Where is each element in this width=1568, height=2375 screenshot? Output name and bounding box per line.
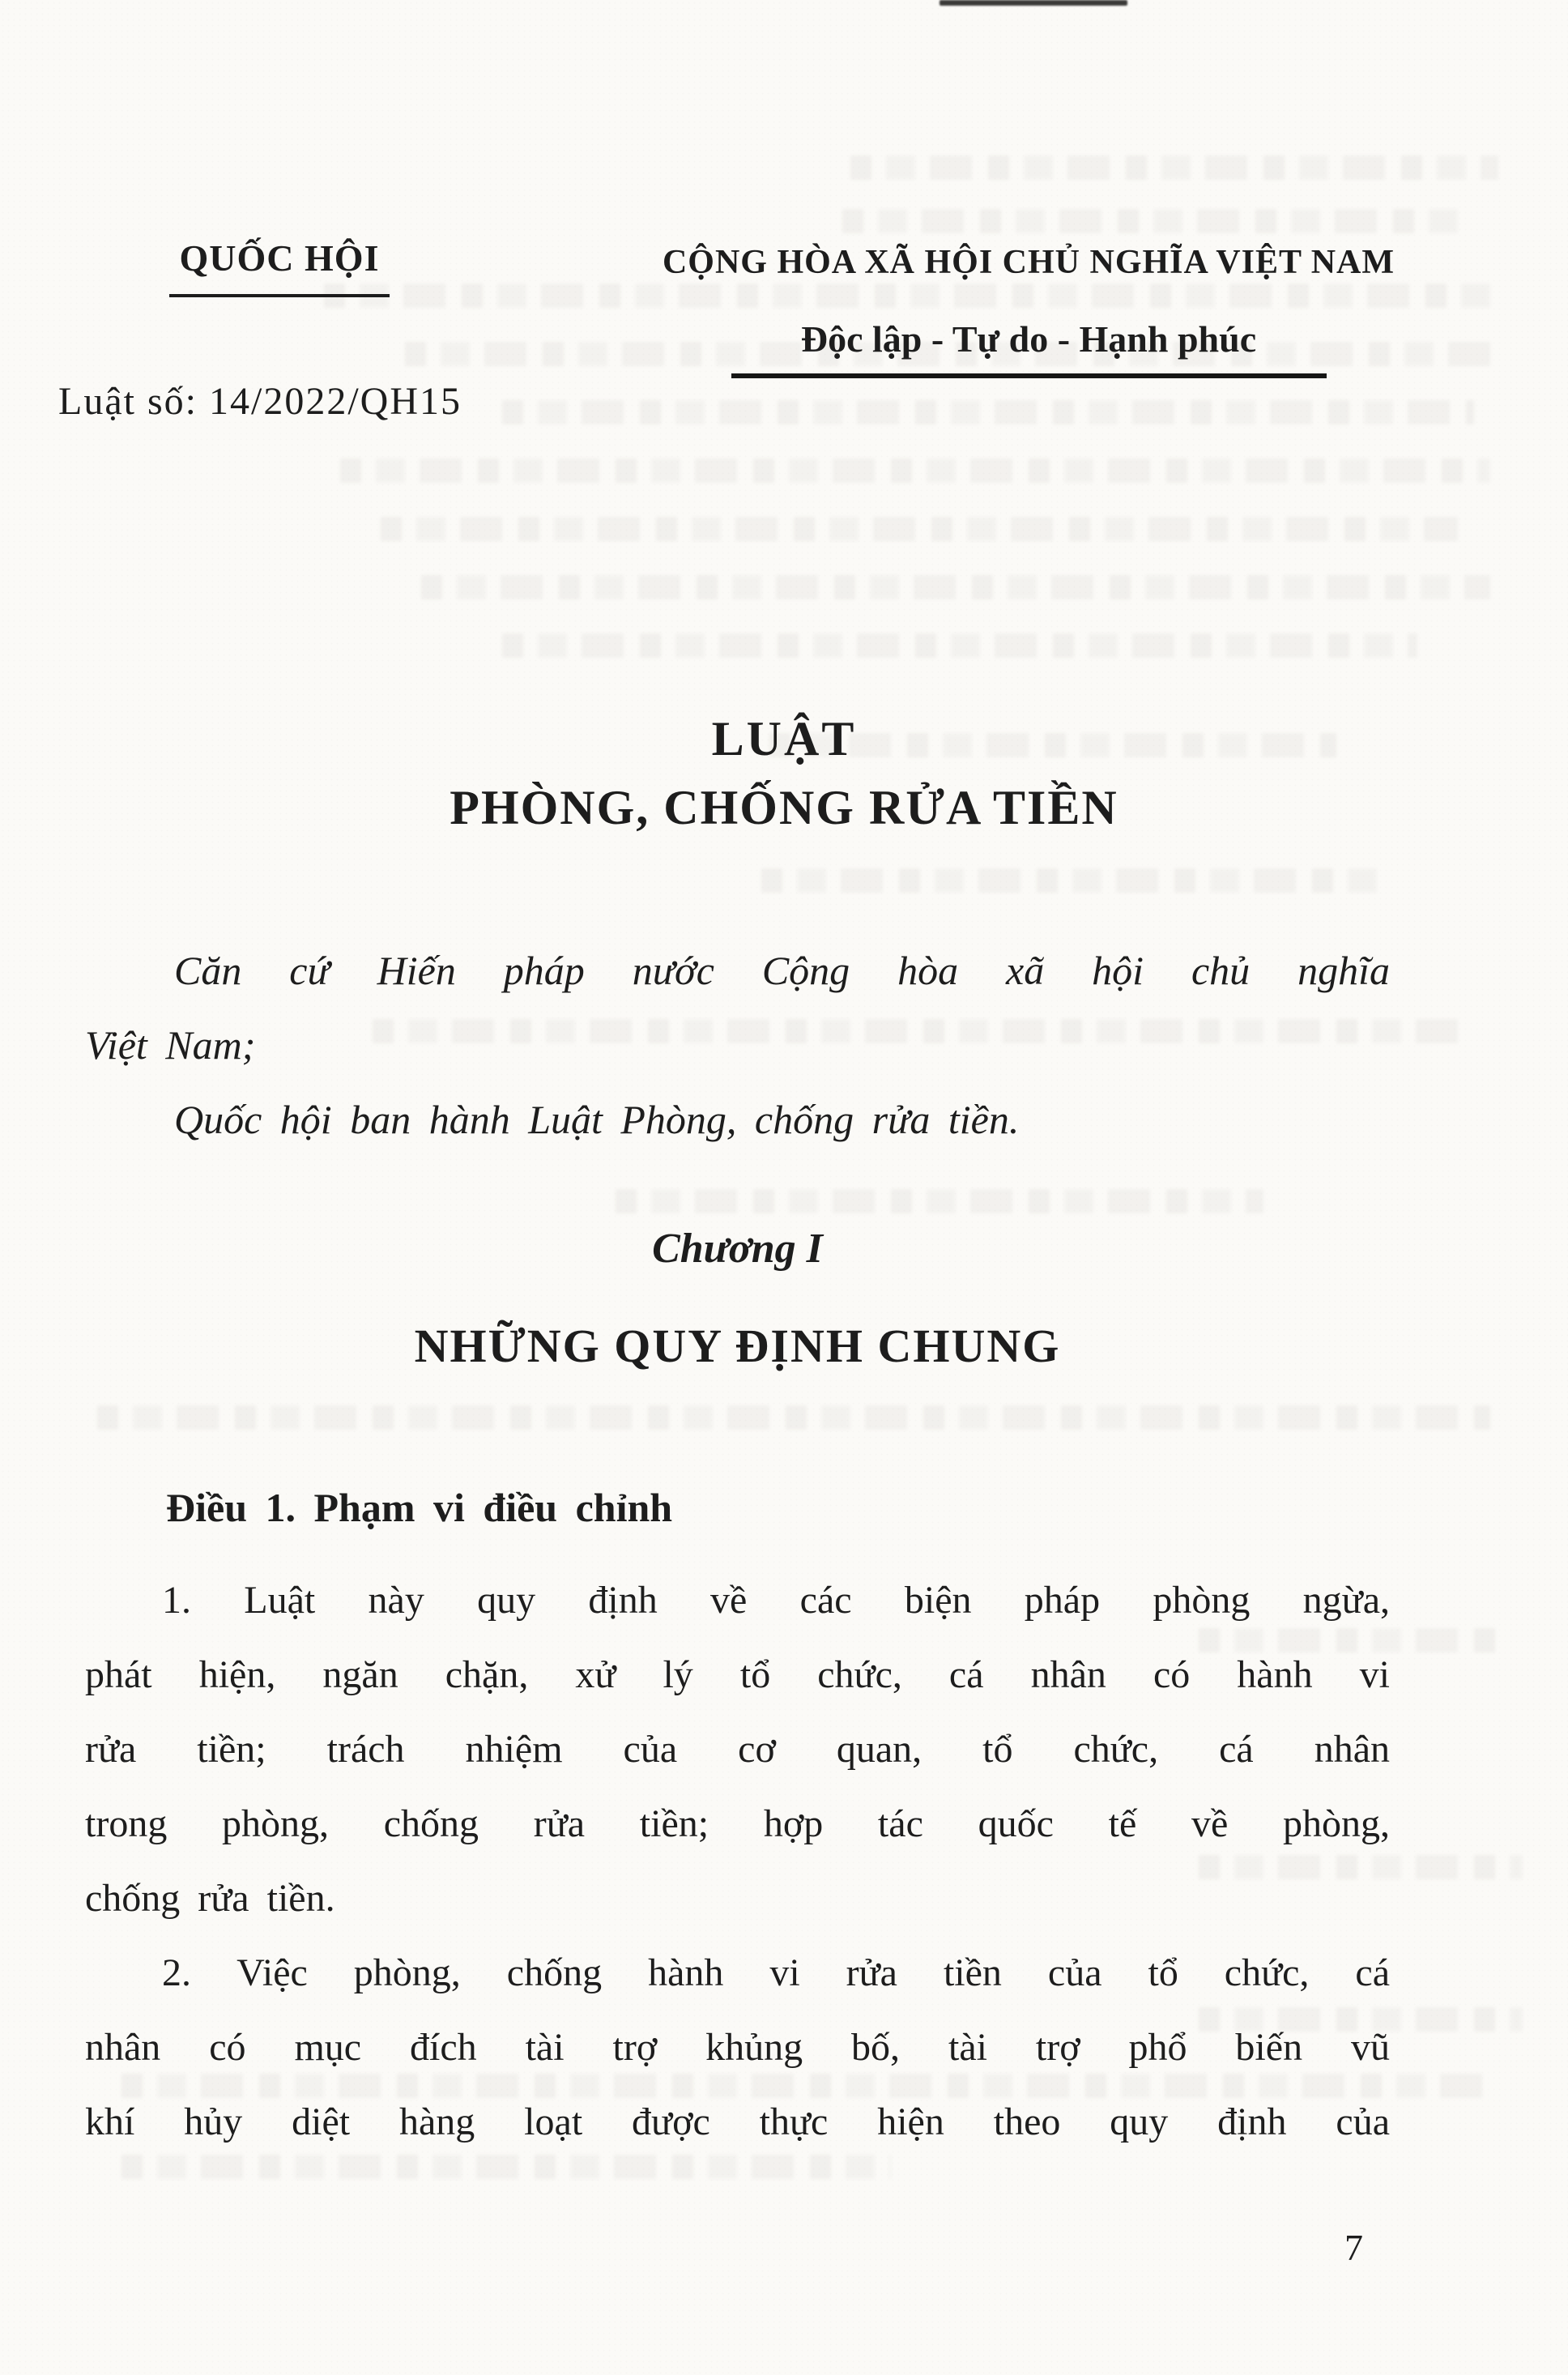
preamble-block [85, 933, 1390, 1157]
bleedthrough-ghost [381, 517, 1458, 541]
national-motto: Độc lập - Tự do - Hạnh phúc [800, 318, 1257, 360]
bleedthrough-ghost [850, 156, 1498, 180]
body-line: rửa tiền; trách nhiệm của cơ quan, tổ chức, cá nhân [85, 1728, 1390, 1771]
chapter-title: NHỮNG QUY ĐỊNH CHUNG [414, 1320, 1061, 1372]
law-number: Luật số: 14/2022/QH15 [58, 380, 462, 423]
body-line: trong phòng, chống rửa tiền; hợp tác quốc tế về phòng, [85, 1802, 1390, 1845]
article-1-clause-1 [85, 1563, 1390, 1936]
body-line: 1. Luật này quy định về các biện pháp phòng ngừa, [162, 1579, 1390, 1622]
preamble-line: Việt Nam; [85, 1022, 256, 1068]
bleedthrough-ghost [842, 209, 1458, 233]
bleedthrough-ghost [340, 458, 1490, 483]
preamble-line: Quốc hội ban hành Luật Phòng, chống rửa tiền. [174, 1097, 1020, 1142]
article-1-heading: Điều 1. Phạm vi điều chỉnh [166, 1485, 673, 1530]
bleedthrough-ghost [761, 868, 1377, 893]
body-line: khí hủy diệt hàng loạt được thực hiện theo quy định của [85, 2100, 1390, 2143]
bleedthrough-ghost [502, 633, 1417, 658]
body-line: 2. Việc phòng, chống hành vi rửa tiền của tổ chức, cá [162, 1951, 1390, 1994]
national-title: CỘNG HÒA XÃ HỘI CHỦ NGHĨA VIỆT NAM [662, 244, 1395, 281]
bleedthrough-ghost [502, 400, 1474, 424]
scan-artifact-line [940, 0, 1127, 6]
bleedthrough-ghost [97, 1405, 1490, 1430]
issuer-name: QUỐC HỘI [179, 237, 380, 279]
header-motto-block [583, 243, 1474, 378]
article-1-clause-2 [85, 1936, 1390, 2160]
bleedthrough-ghost [421, 575, 1490, 599]
body-line: nhân có mục đích tài trợ khủng bố, tài trợ phổ biến vũ [85, 2026, 1390, 2069]
bleedthrough-ghost [616, 1189, 1263, 1213]
document-title-line1: LUẬT [711, 712, 857, 765]
body-line: chống rửa tiền. [85, 1877, 335, 1920]
document-title-line2: PHÒNG, CHỐNG RỬA TIỀN [450, 781, 1118, 834]
issuer-underline-rule [169, 294, 390, 297]
header-issuer-block [113, 237, 445, 297]
preamble-line: Căn cứ Hiến pháp nước Cộng hòa xã hội chủ nghĩa [174, 948, 1390, 993]
document-title-block [0, 711, 1568, 836]
page-number: 7 [1344, 2227, 1363, 2268]
body-line: phát hiện, ngăn chặn, xử lý tổ chức, cá nhân có hành vi [85, 1653, 1390, 1696]
chapter-label: Chương I [652, 1226, 823, 1272]
motto-underline-rule [731, 373, 1327, 378]
